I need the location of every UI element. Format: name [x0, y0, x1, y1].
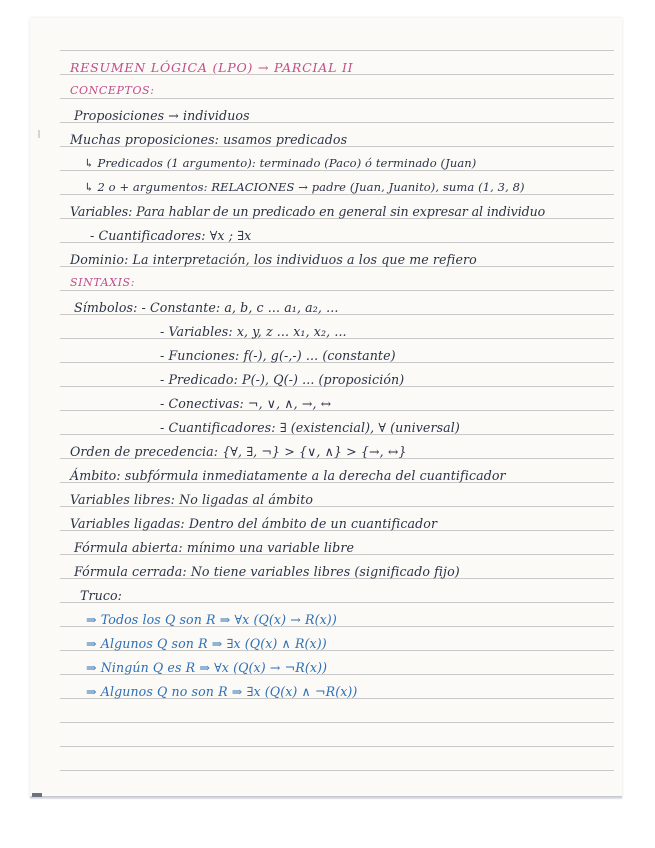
ruled-line	[60, 50, 614, 51]
note-line: Fórmula cerrada: No tiene variables libres (significado fijo)	[74, 564, 460, 579]
note-line: Dominio: La interpretación, los individuos a los que me refiero	[70, 252, 477, 267]
note-line: ↳ 2 o + argumentos: RELACIONES → padre (Juan, Juanito), suma (1, 3, 8)	[84, 180, 525, 194]
note-line: Truco:	[80, 588, 123, 603]
note-line: Muchas proposiciones: usamos predicados	[70, 132, 348, 147]
note-line: Proposiciones → individuos	[74, 108, 250, 123]
notebook-page	[30, 18, 622, 798]
note-line: Variables: Para hablar de un predicado en general sin expresar al individuo	[70, 204, 546, 219]
ruled-line	[60, 170, 614, 171]
truco-line: ⇒ Ningún Q es R ⇒ ∀x (Q(x) → ¬R(x))	[86, 660, 328, 675]
note-line: Orden de precedencia: {∀, ∃, ¬} > {∨, ∧} > {→, ↔}	[70, 444, 407, 459]
ruled-line	[60, 194, 614, 195]
note-line: - Cuantificadores: ∃ (existencial), ∀ (universal)	[160, 420, 460, 435]
note-line: ↳ Predicados (1 argumento): terminado (Paco) ó terminado (Juan)	[84, 156, 477, 170]
section-heading-conceptos: CONCEPTOS:	[70, 84, 155, 97]
ruled-line	[60, 770, 614, 771]
ruled-line	[60, 722, 614, 723]
note-line: Símbolos: - Constante: a, b, c ... a₁, a₂, ...	[74, 300, 339, 315]
ruled-line	[60, 98, 614, 99]
note-line: Ámbito: subfórmula inmediatamente a la derecha del cuantificador	[70, 468, 506, 483]
margin-mark	[38, 130, 40, 138]
note-line: Variables libres: No ligadas al ámbito	[70, 492, 314, 507]
note-line: - Predicado: P(-), Q(-) ... (proposición)	[160, 372, 405, 387]
truco-line: ⇒ Algunos Q no son R ⇒ ∃x (Q(x) ∧ ¬R(x))	[86, 684, 358, 699]
note-line: Fórmula abierta: mínimo una variable libre	[74, 540, 355, 555]
page-corner-mark	[32, 793, 42, 797]
note-line: - Variables: x, y, z ... x₁, x₂, ...	[160, 324, 347, 339]
note-title: RESUMEN LÓGICA (LPO) → PARCIAL II	[70, 60, 354, 75]
note-line: Variables ligadas: Dentro del ámbito de un cuantificador	[70, 516, 438, 531]
truco-line: ⇒ Algunos Q son R ⇒ ∃x (Q(x) ∧ R(x))	[86, 636, 327, 651]
note-line: - Conectivas: ¬, ∨, ∧, →, ↔	[160, 396, 332, 411]
ruled-line	[60, 290, 614, 291]
section-heading-sintaxis: SINTAXIS:	[70, 276, 136, 289]
page-bottom-edge	[30, 796, 622, 799]
note-line: - Cuantificadores: ∀x ; ∃x	[90, 228, 252, 243]
truco-line: ⇒ Todos los Q son R ⇒ ∀x (Q(x) → R(x))	[86, 612, 337, 627]
ruled-line	[60, 746, 614, 747]
note-line: - Funciones: f(-), g(-,-) ... (constante)	[160, 348, 396, 363]
